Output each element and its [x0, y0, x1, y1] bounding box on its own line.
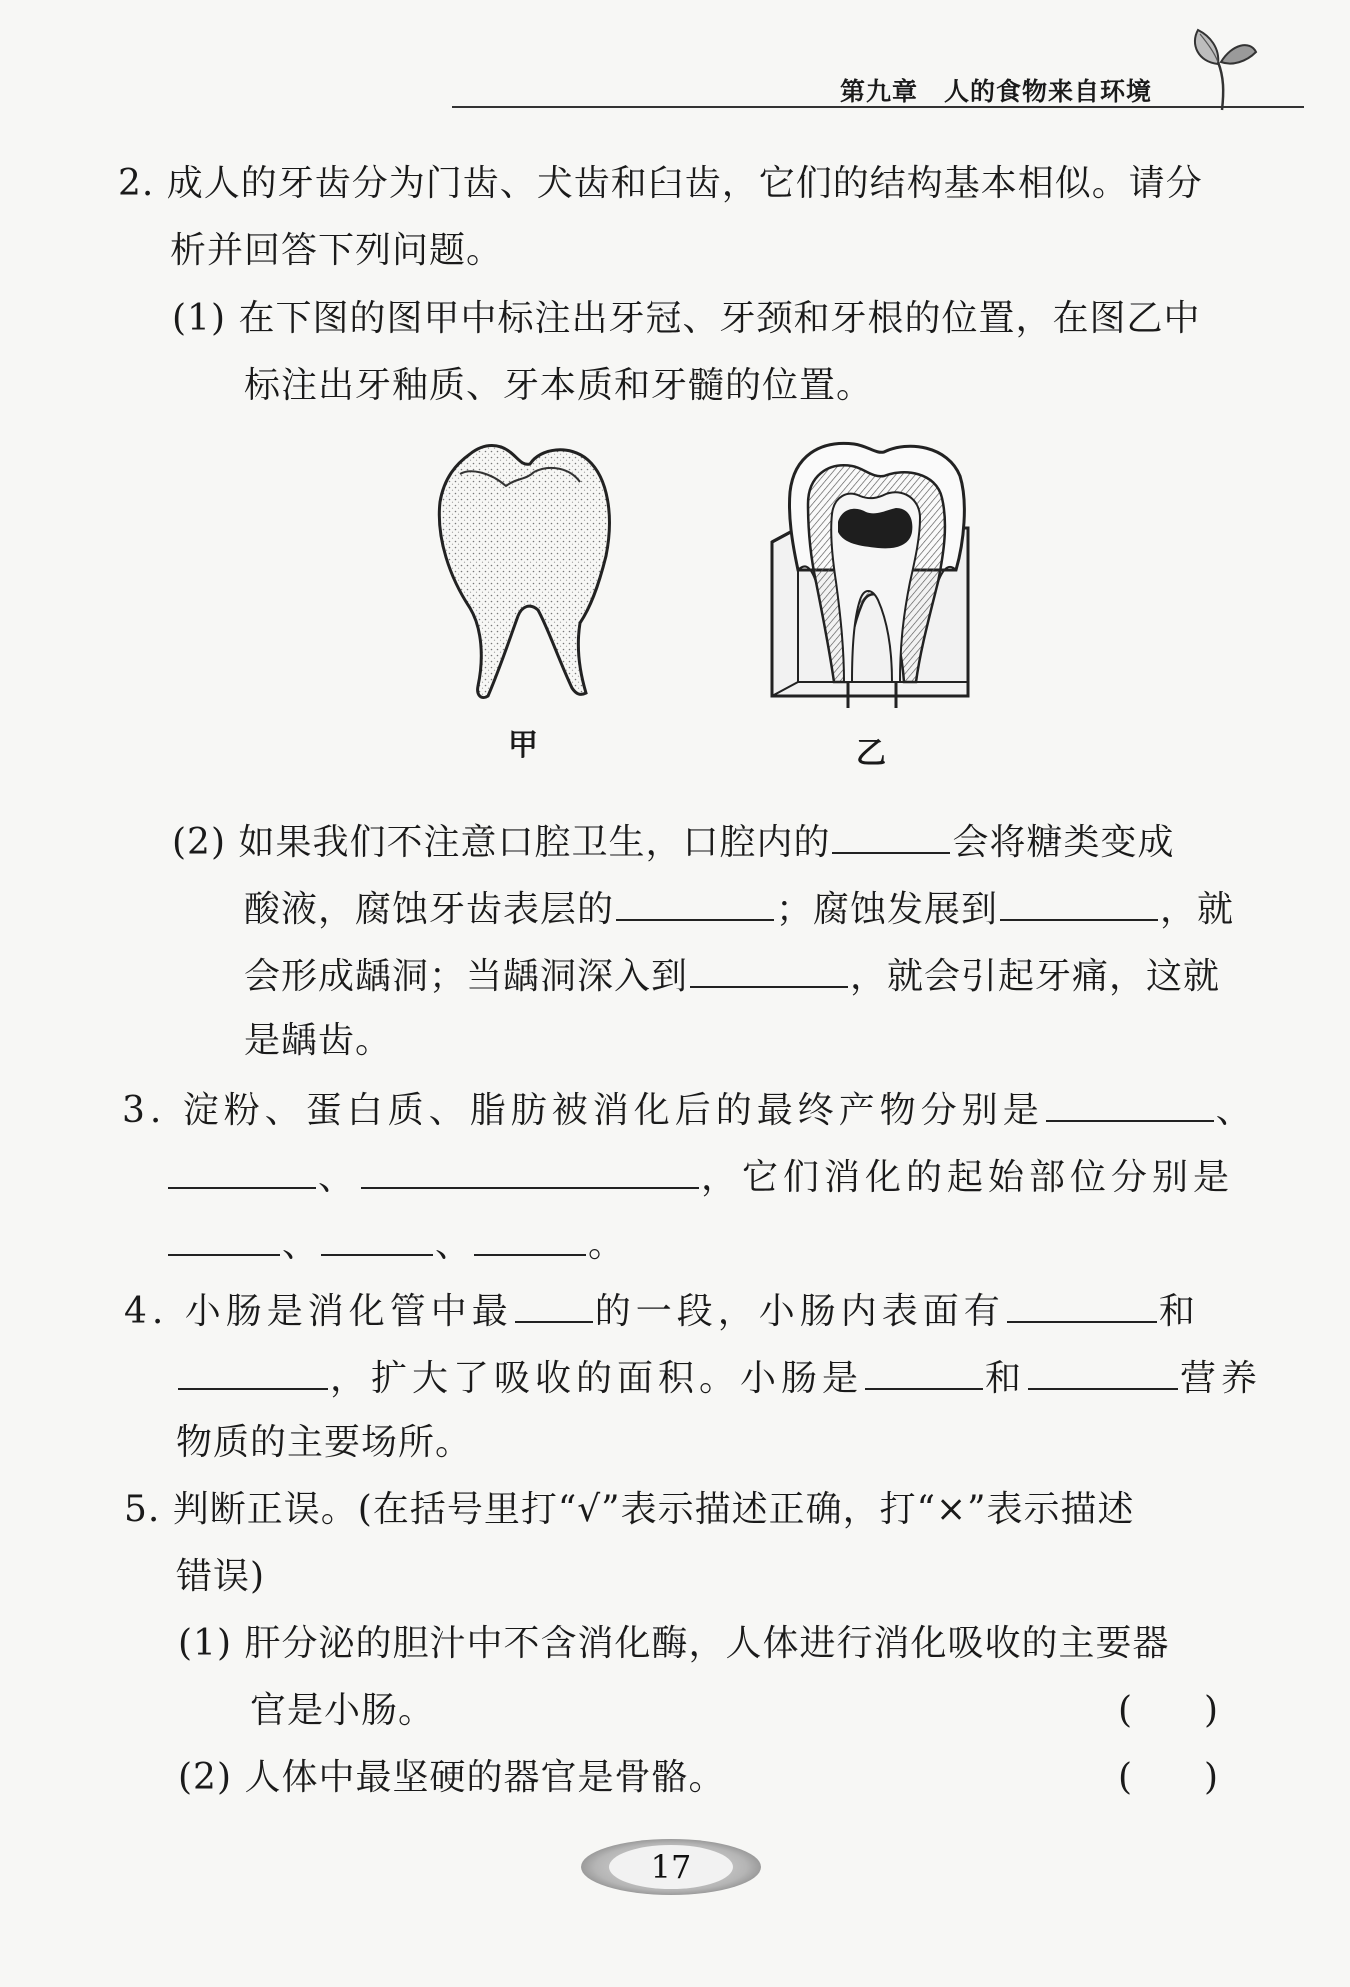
answer-parentheses[interactable]: ( ): [1118, 1690, 1219, 1731]
answer-blank[interactable]: [832, 818, 950, 854]
q2-part2-line4: 是龋齿。: [244, 1020, 393, 1061]
answer-blank[interactable]: [1007, 1287, 1157, 1323]
q2-stem-line1: 2. 成人的牙齿分为门齿、犬齿和臼齿，它们的结构基本相似。请分: [118, 163, 1203, 204]
answer-blank[interactable]: [361, 1153, 699, 1189]
page-number: 17: [650, 1848, 692, 1886]
q4-line1: [124, 1287, 1200, 1334]
q4-text-d: ，扩大了吸收的面积。小肠是: [330, 1358, 864, 1399]
q2-part1-line1: (1) 在下图的图甲中标注出牙冠、牙颈和牙根的位置，在图乙中: [172, 298, 1201, 339]
q5-stem-line2: 错误): [176, 1556, 266, 1597]
q4-text-e: 和: [985, 1358, 1027, 1399]
answer-blank[interactable]: [865, 1354, 983, 1390]
header-divider: [452, 106, 1304, 108]
q4-text-a: 4. 小肠是消化管中最: [124, 1291, 513, 1332]
answer-blank[interactable]: [321, 1220, 433, 1256]
q2-part2-text-c: 酸液，腐蚀牙齿表层的: [244, 889, 615, 930]
q2-part2-text-g: ，就会引起牙痛，这就: [850, 956, 1221, 997]
figure-a-caption: 甲: [508, 728, 538, 763]
answer-blank[interactable]: [168, 1220, 280, 1256]
q2-part2-text-d: ；腐蚀发展到: [776, 889, 999, 930]
q3-text-e: 、: [282, 1224, 320, 1265]
q2-part2-line1: [172, 818, 1174, 865]
q5-statement2: (2) 人体中最坚硬的器官是骨骼。: [178, 1757, 726, 1798]
q5-statement1-line2: 官是小肠。: [250, 1690, 436, 1731]
answer-parentheses[interactable]: ( ): [1118, 1757, 1219, 1798]
answer-blank[interactable]: [178, 1354, 328, 1390]
q2-stem-line2: 析并回答下列问题。: [170, 230, 504, 271]
q3-text-f: 、: [435, 1224, 473, 1265]
q3-text-c: 、: [318, 1157, 360, 1198]
q4-line3: 物质的主要场所。: [176, 1422, 473, 1463]
chapter-header: [840, 72, 1152, 108]
answer-blank[interactable]: [515, 1287, 593, 1323]
answer-blank[interactable]: [168, 1153, 316, 1189]
figure-tooth-cross-section: [768, 432, 978, 712]
q5-stem-line1: 5. 判断正误。(在括号里打“√”表示描述正确，打“×”表示描述: [124, 1489, 1135, 1530]
figure-tooth-exterior: [430, 438, 620, 703]
answer-blank[interactable]: [1046, 1086, 1214, 1122]
answer-blank[interactable]: [690, 952, 848, 988]
chapter-title: 人的食物来自环境: [944, 77, 1153, 106]
answer-blank[interactable]: [1000, 885, 1158, 921]
answer-blank[interactable]: [616, 885, 774, 921]
answer-blank[interactable]: [1028, 1354, 1178, 1390]
q4-text-b: 的一段，小肠内表面有: [594, 1291, 1005, 1332]
q4-text-c: 和: [1158, 1291, 1200, 1332]
q4-text-f: 营养: [1180, 1358, 1263, 1399]
q3-text-b: 、: [1215, 1090, 1257, 1131]
q3-text-a: 3. 淀粉、蛋白质、脂肪被消化后的最终产物分别是: [122, 1090, 1044, 1131]
q2-part2-line3: [244, 952, 1220, 999]
q3-line1: [122, 1086, 1257, 1133]
q3-text-d: ，它们消化的起始部位分别是: [701, 1157, 1235, 1198]
q5-statement1-line1: (1) 肝分泌的胆汁中不含消化酶，人体进行消化吸收的主要器: [178, 1623, 1170, 1664]
q2-part2-text-f: 会形成龋洞；当龋洞深入到: [244, 956, 689, 997]
q4-line2: [176, 1354, 1262, 1401]
q2-part1-line2: 标注出牙釉质、牙本质和牙髓的位置。: [244, 365, 874, 406]
q2-part2-text-a: (2) 如果我们不注意口腔卫生，口腔内的: [172, 822, 831, 863]
q3-text-g: 。: [588, 1224, 626, 1265]
figure-b-caption: 乙: [856, 736, 886, 771]
q2-part2-line2: [244, 885, 1234, 932]
q3-line3: [166, 1220, 625, 1267]
sprout-icon: [1188, 22, 1258, 112]
q2-part2-text-e: ，就: [1160, 889, 1235, 930]
q3-line2: [166, 1153, 1234, 1200]
chapter-number: 第九章: [840, 77, 919, 106]
q2-part2-text-b: 会将糖类变成: [952, 822, 1175, 863]
answer-blank[interactable]: [474, 1220, 586, 1256]
